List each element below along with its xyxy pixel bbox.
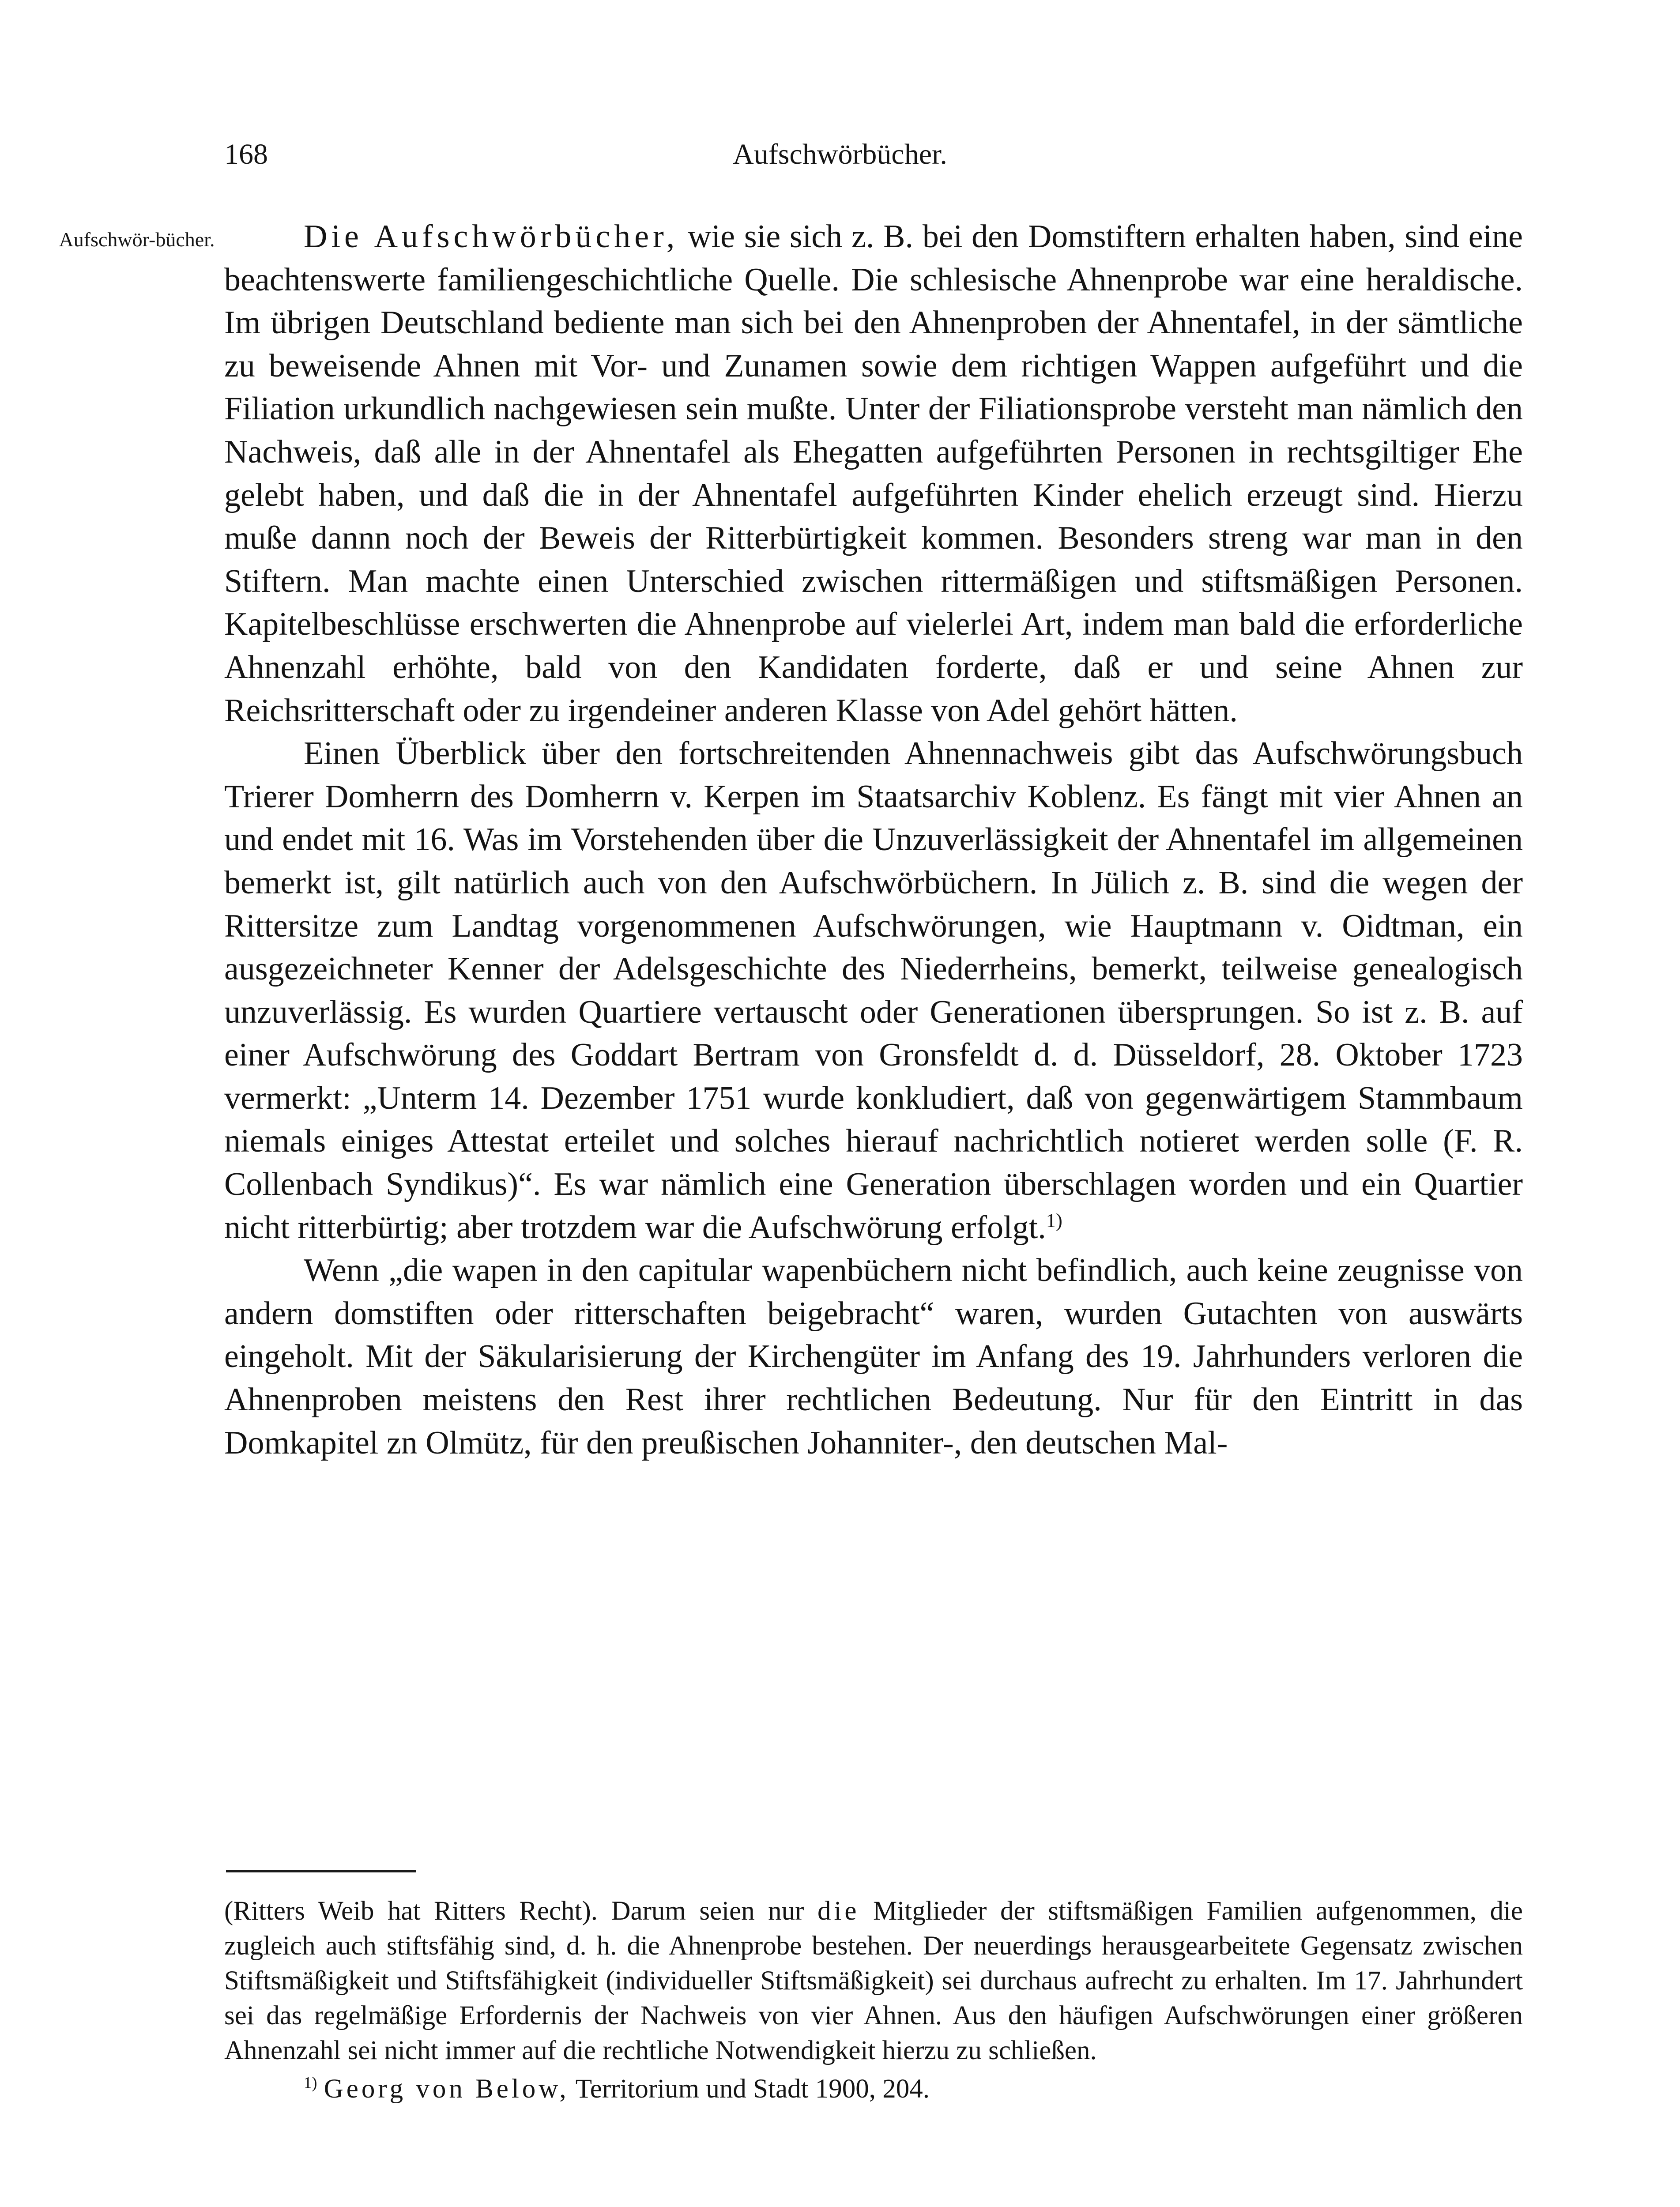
footnote-continued-text: (Ritters Weib hat Ritters Recht). Darum seien nur [224,1896,817,1926]
footnote-spaced-word: die [817,1896,860,1926]
running-title: Aufschwörbücher. [733,138,947,170]
footnote-divider [226,1870,416,1872]
footnote-1-mark: 1) [304,2073,317,2092]
paragraph-3-text: Wenn „die wapen in den capitular wapenbüchern nicht befindlich, auch keine zeugnisse von andern domstiften oder ritterschaften beigebracht“ waren, wurden Gutachten von auswärts eingeholt. Mit der Säkularisierung der Kirchengüter im Anfang des 19. Jahrhunders verloren die Ahnenproben meistens den Rest ihrer rechtlichen Bedeutung. Nur für den Eintritt in das Domkapitel zn Olmütz, für den preußischen Johanniter-, den deutschen Mal- [224,1252,1523,1461]
paragraph-2-text: Einen Überblick über den fortschreitenden Ahnennachweis gibt das Aufschwörungsbuch Trierer Domherrn des Domherrn v. Kerpen im Staatsarchiv Koblenz. Es fängt mit vier Ahnen an und endet mit 16. Was im Vorstehenden über die Unzuverlässigkeit der Ahnentafel im allgemeinen bemerkt ist, gilt natürlich auch von den Aufschwörbüchern. In Jülich z. B. sind die wegen der Rittersitze zum Landtag vorgenommenen Aufschwörungen, wie Hauptmann v. Oidtman, ein ausgezeichneter Kenner der Adelsgeschichte des Niederrheins, bemerkt, teilweise genealogisch unzuverlässig. Es wurden Quartiere vertauscht oder Generationen übersprungen. So ist z. B. auf einer Aufschwörung des Goddart Bertram von Gronsfeldt d. d. Düsseldorf, 28. Oktober 1723 vermerkt: „Unterm 14. Dezember 1751 wurde konkludiert, daß von gegenwärtigem Stammbaum niemals einiges Attestat erteilet und solches hierauf nachrichtlich notieret werden solle (F. R. Collenbach Syndikus)“. Es war nämlich eine Generation überschlagen worden und ein Quartier nicht ritterbürtig; aber trotzdem war die Aufschwörung erfolgt. [224,735,1523,1246]
footnote-1-text: Territorium und Stadt 1900, 204. [569,2074,930,2104]
footnote-continued [224,1894,1523,2068]
footnote-continued-text-end: Mitglieder der stiftsmäßigen Familien aufgenommen, die zugleich auch stiftsfähig sind, d. h. die Ahnenprobe bestehen. Der neuerdings herausgearbeitete Gegensatz zwischen Stiftsmäßigkeit und Stiftsfähigkeit (individueller Stiftsmäßigkeit) sei durchaus aufrecht zu erhalten. Im 17. Jahrhundert sei das regelmäßige Erfordernis der Nachweis von vier Ahnen. Aus den häufigen Aufschwörungen einer größeren Ahnenzahl sei nicht immer auf die rechtliche Notwendigkeit hierzu zu schließen. [224,1896,1523,2065]
paragraph-2 [224,732,1523,1249]
spaced-term: Die Aufschwörbücher, [304,218,679,255]
paragraph-3 [224,1249,1523,1465]
paragraph-1-text: wie sie sich z. B. bei den Domstiftern erhalten haben, sind eine beachtenswerte familiengeschichtliche Quelle. Die schlesische Ahnenprobe war eine heraldische. Im übrigen Deutschland bediente man sich bei den Ahnenproben der Ahnentafel, in der sämtliche zu beweisende Ahnen mit Vor- und Zunamen sowie dem richtigen Wappen aufgeführt und die Filiation urkundlich nachgewiesen sein mußte. Unter der Filiationsprobe versteht man nämlich den Nachweis, daß alle in der Ahnentafel als Ehegatten aufgeführten Personen in rechtsgiltiger Ehe gelebt haben, und daß die in der Ahnentafel aufgeführten Kinder ehelich erzeugt sind. Hierzu muße dannn noch der Beweis der Ritterbürtigkeit kommen. Besonders streng war man in den Stiftern. Man machte einen Unterschied zwischen rittermäßigen und stiftsmäßigen Personen. Kapitelbeschlüsse erschwerten die Ahnenprobe auf vielerlei Art, indem man bald die erforderliche Ahnenzahl erhöhte, bald von den Kandidaten forderte, daß er und seine Ahnen zur Reichsritterschaft oder zu irgendeiner anderen Klasse von Adel gehört hätten. [224,218,1523,729]
footnotes [224,1894,1523,2106]
footnote-1 [224,2071,1523,2106]
margin-note: Aufschwör-bücher. [59,228,215,251]
page-number: 168 [224,138,268,170]
main-text [224,215,1523,1465]
paragraph-1 [224,215,1523,732]
footnote-1-author: Georg von Below, [324,2074,569,2104]
footnote-reference: 1) [1046,1209,1062,1231]
